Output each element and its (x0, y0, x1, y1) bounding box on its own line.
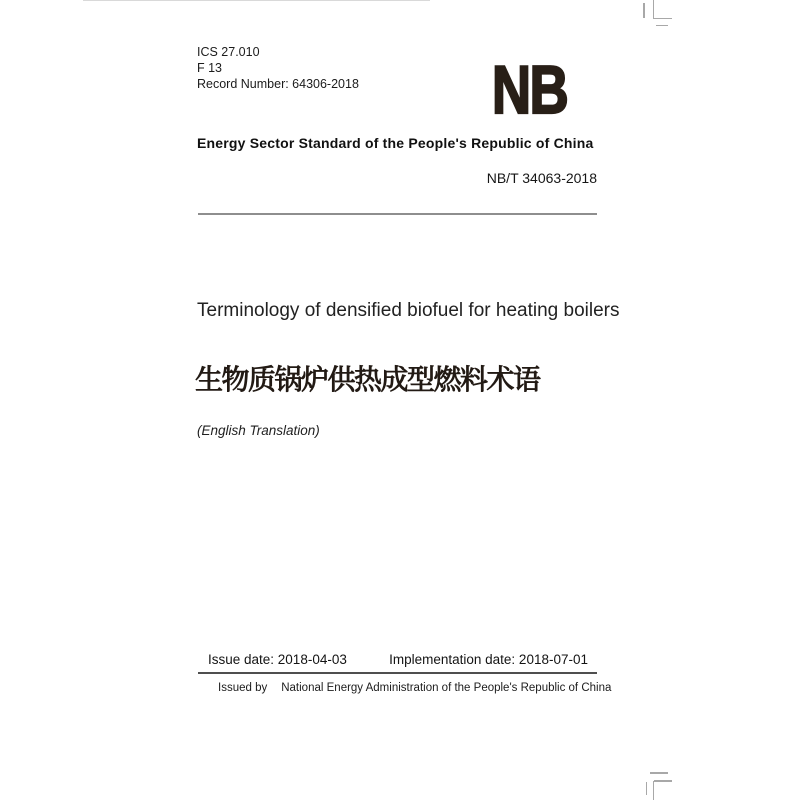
registration-mark-bottom-right (653, 781, 655, 800)
classification-block (197, 44, 359, 92)
record-number: Record Number: 64306-2018 (197, 77, 359, 91)
registration-mark-bottom-right (646, 782, 648, 795)
document-title-chinese: 生物质锅炉供热成型燃料术语 (195, 364, 540, 395)
issued-by-row (218, 682, 611, 694)
implementation-date: Implementation date: 2018-07-01 (389, 652, 588, 667)
issued-by-label: Issued by (218, 682, 268, 694)
registration-mark-top-right (656, 25, 668, 27)
header-divider-line (198, 213, 597, 215)
dates-row (198, 652, 597, 667)
standard-type-title: Energy Sector Standard of the People's Republic of China (197, 135, 594, 151)
registration-mark-bottom-right (654, 780, 672, 782)
translation-note: (English Translation) (197, 423, 320, 438)
footer-divider-line (198, 672, 597, 674)
nb-logo: NB (491, 52, 567, 128)
registration-mark-top-right (653, 18, 672, 20)
standard-number: NB/T 34063-2018 (486, 170, 597, 186)
registration-mark-top-right (643, 3, 645, 18)
registration-mark-top-right (653, 0, 655, 19)
class-code: F 13 (197, 61, 223, 75)
registration-mark-bottom-right (650, 772, 668, 774)
scan-edge-line (83, 0, 430, 1)
issued-by-value: National Energy Administration of the People's Republic of China (281, 682, 612, 694)
ics-code: ICS 27.010 (197, 45, 260, 59)
issue-date: Issue date: 2018-04-03 (208, 652, 347, 667)
document-title-english: Terminology of densified biofuel for heating boilers (197, 300, 620, 321)
